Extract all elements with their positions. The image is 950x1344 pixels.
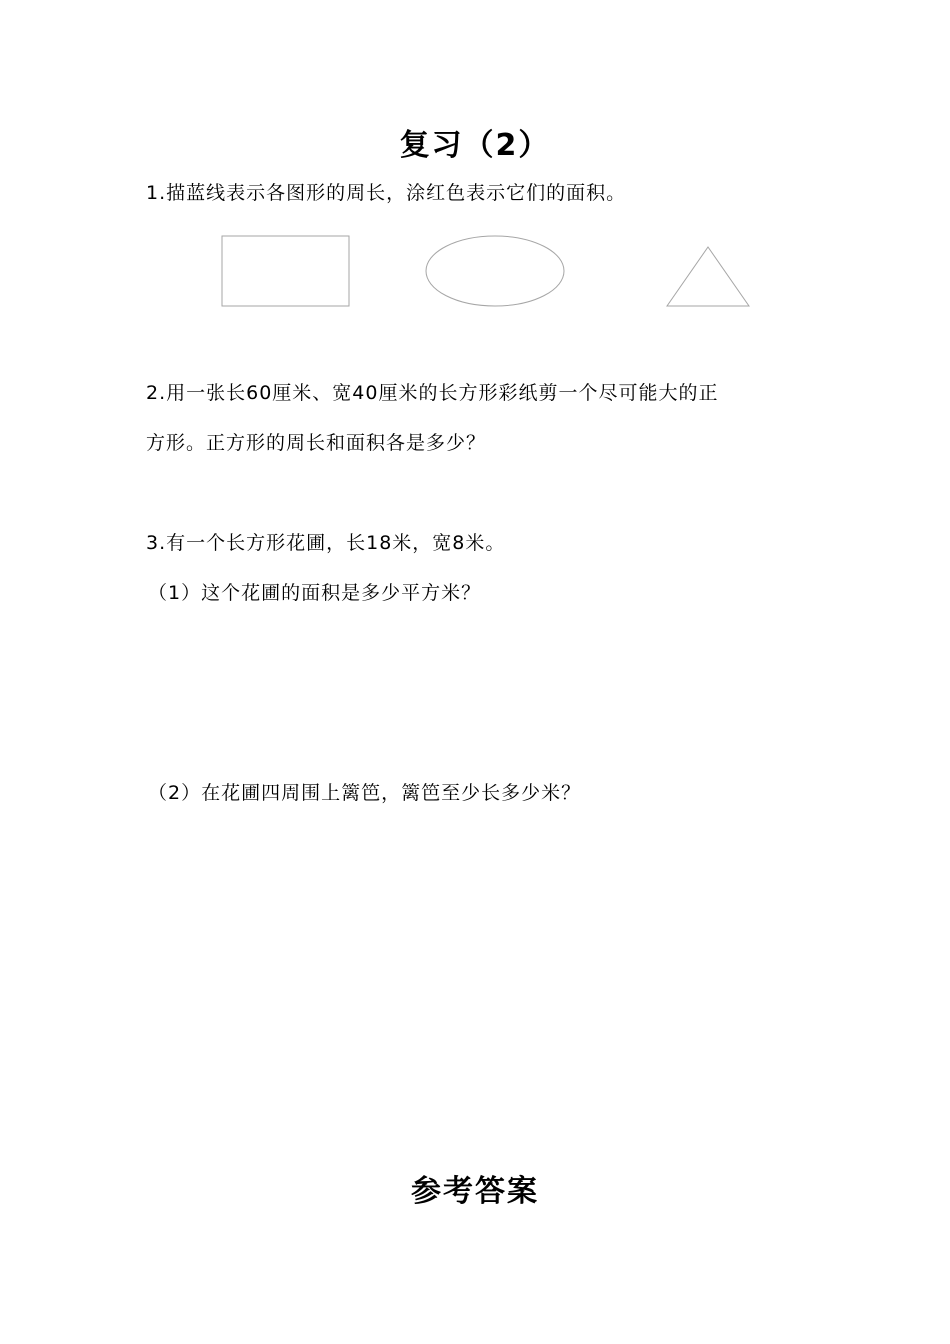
question-2-line-2: 方形。正方形的周长和面积各是多少？ xyxy=(146,432,487,454)
ellipse-shape xyxy=(426,236,564,306)
rectangle-shape xyxy=(222,236,349,306)
question-1: 1.描蓝线表示各图形的周长，涂红色表示它们的面积。 xyxy=(146,182,627,204)
question-3: 3.有一个长方形花圃，长18米，宽8米。 xyxy=(146,532,506,554)
question-3-part-1: （1）这个花圃的面积是多少平方米？ xyxy=(148,582,482,604)
triangle-shape xyxy=(667,247,749,306)
question-3-part-2: （2）在花圃四周围上篱笆，篱笆至少长多少米？ xyxy=(148,782,582,804)
shapes-figure xyxy=(0,228,950,318)
answer-heading: 参考答案 xyxy=(411,1174,539,1209)
question-2-line-1: 2.用一张长60厘米、宽40厘米的长方形彩纸剪一个尽可能大的正 xyxy=(146,382,719,404)
page-title: 复习（2） xyxy=(399,128,551,163)
